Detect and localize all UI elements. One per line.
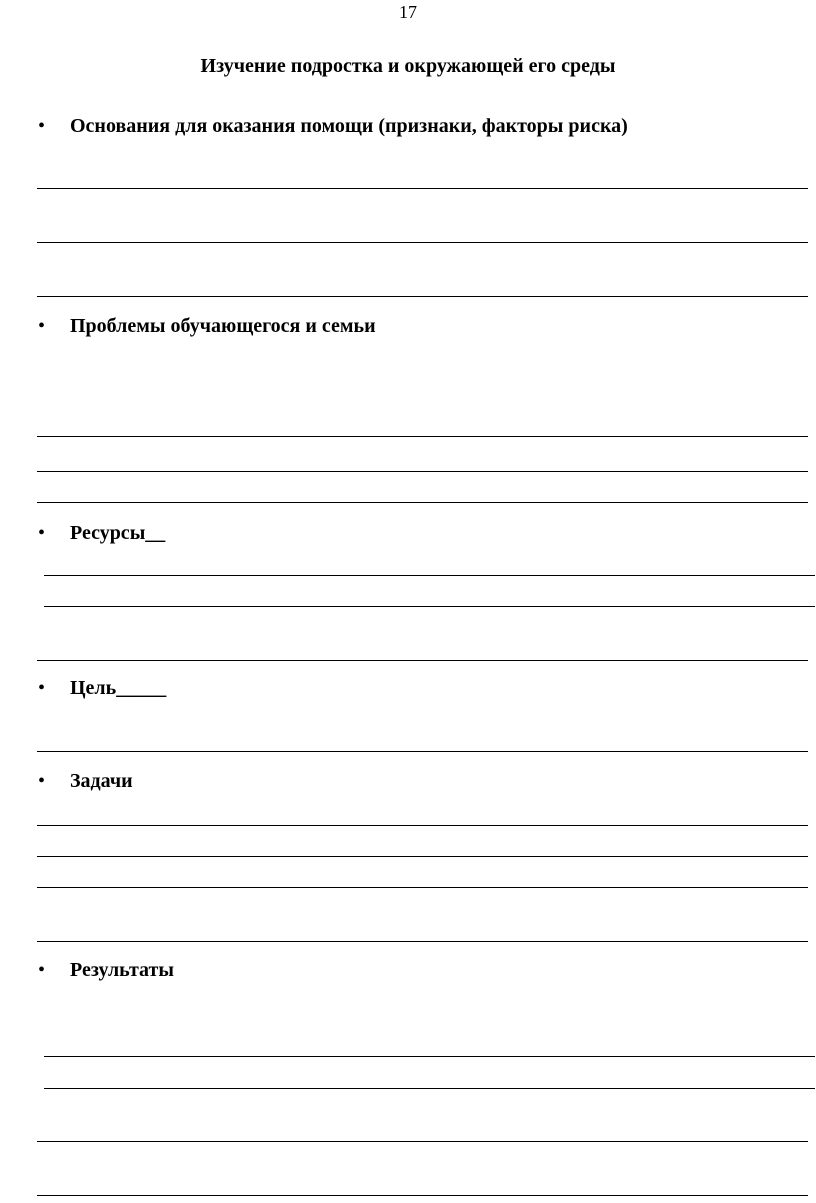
- answer-line[interactable]: [37, 1141, 808, 1142]
- section-heading-tasks: [38, 770, 133, 793]
- section-heading-label: Основания для оказания помощи (признаки, факторы риска): [70, 115, 628, 137]
- answer-line[interactable]: [44, 1056, 815, 1057]
- answer-line[interactable]: [37, 887, 808, 888]
- answer-line[interactable]: [44, 1088, 815, 1089]
- section-heading-problems: [38, 315, 376, 338]
- answer-line[interactable]: [37, 941, 808, 942]
- bullet-icon: •: [38, 770, 46, 792]
- section-heading-label: Задачи: [70, 770, 133, 792]
- answer-line[interactable]: [37, 825, 808, 826]
- bullet-icon: •: [38, 959, 46, 981]
- answer-line[interactable]: [44, 575, 815, 576]
- answer-line[interactable]: [37, 242, 808, 243]
- section-heading-label: Проблемы обучающегося и семьи: [70, 315, 376, 337]
- section-heading-grounds: [38, 115, 628, 138]
- bullet-icon: •: [38, 315, 46, 337]
- section-heading-resources: [38, 522, 165, 545]
- bullet-icon: •: [38, 115, 46, 137]
- section-heading-label: Цель_____: [70, 677, 167, 699]
- answer-line[interactable]: [44, 606, 815, 607]
- answer-line[interactable]: [37, 188, 808, 189]
- answer-line[interactable]: [37, 436, 808, 437]
- bullet-icon: •: [38, 522, 46, 544]
- answer-line[interactable]: [37, 471, 808, 472]
- answer-line[interactable]: [37, 296, 808, 297]
- bullet-icon: •: [38, 677, 46, 699]
- section-heading-label: Результаты: [70, 959, 174, 981]
- section-heading-label: Ресурсы__: [70, 522, 166, 544]
- answer-line[interactable]: [37, 502, 808, 503]
- page-number: 17: [399, 2, 417, 22]
- section-heading-goal: [38, 677, 166, 700]
- answer-line[interactable]: [37, 856, 808, 857]
- answer-line[interactable]: [37, 751, 808, 752]
- section-heading-results: [38, 959, 174, 982]
- page-title: Изучение подростка и окружающей его среды: [200, 55, 616, 77]
- answer-line[interactable]: [37, 660, 808, 661]
- answer-line[interactable]: [37, 1195, 808, 1196]
